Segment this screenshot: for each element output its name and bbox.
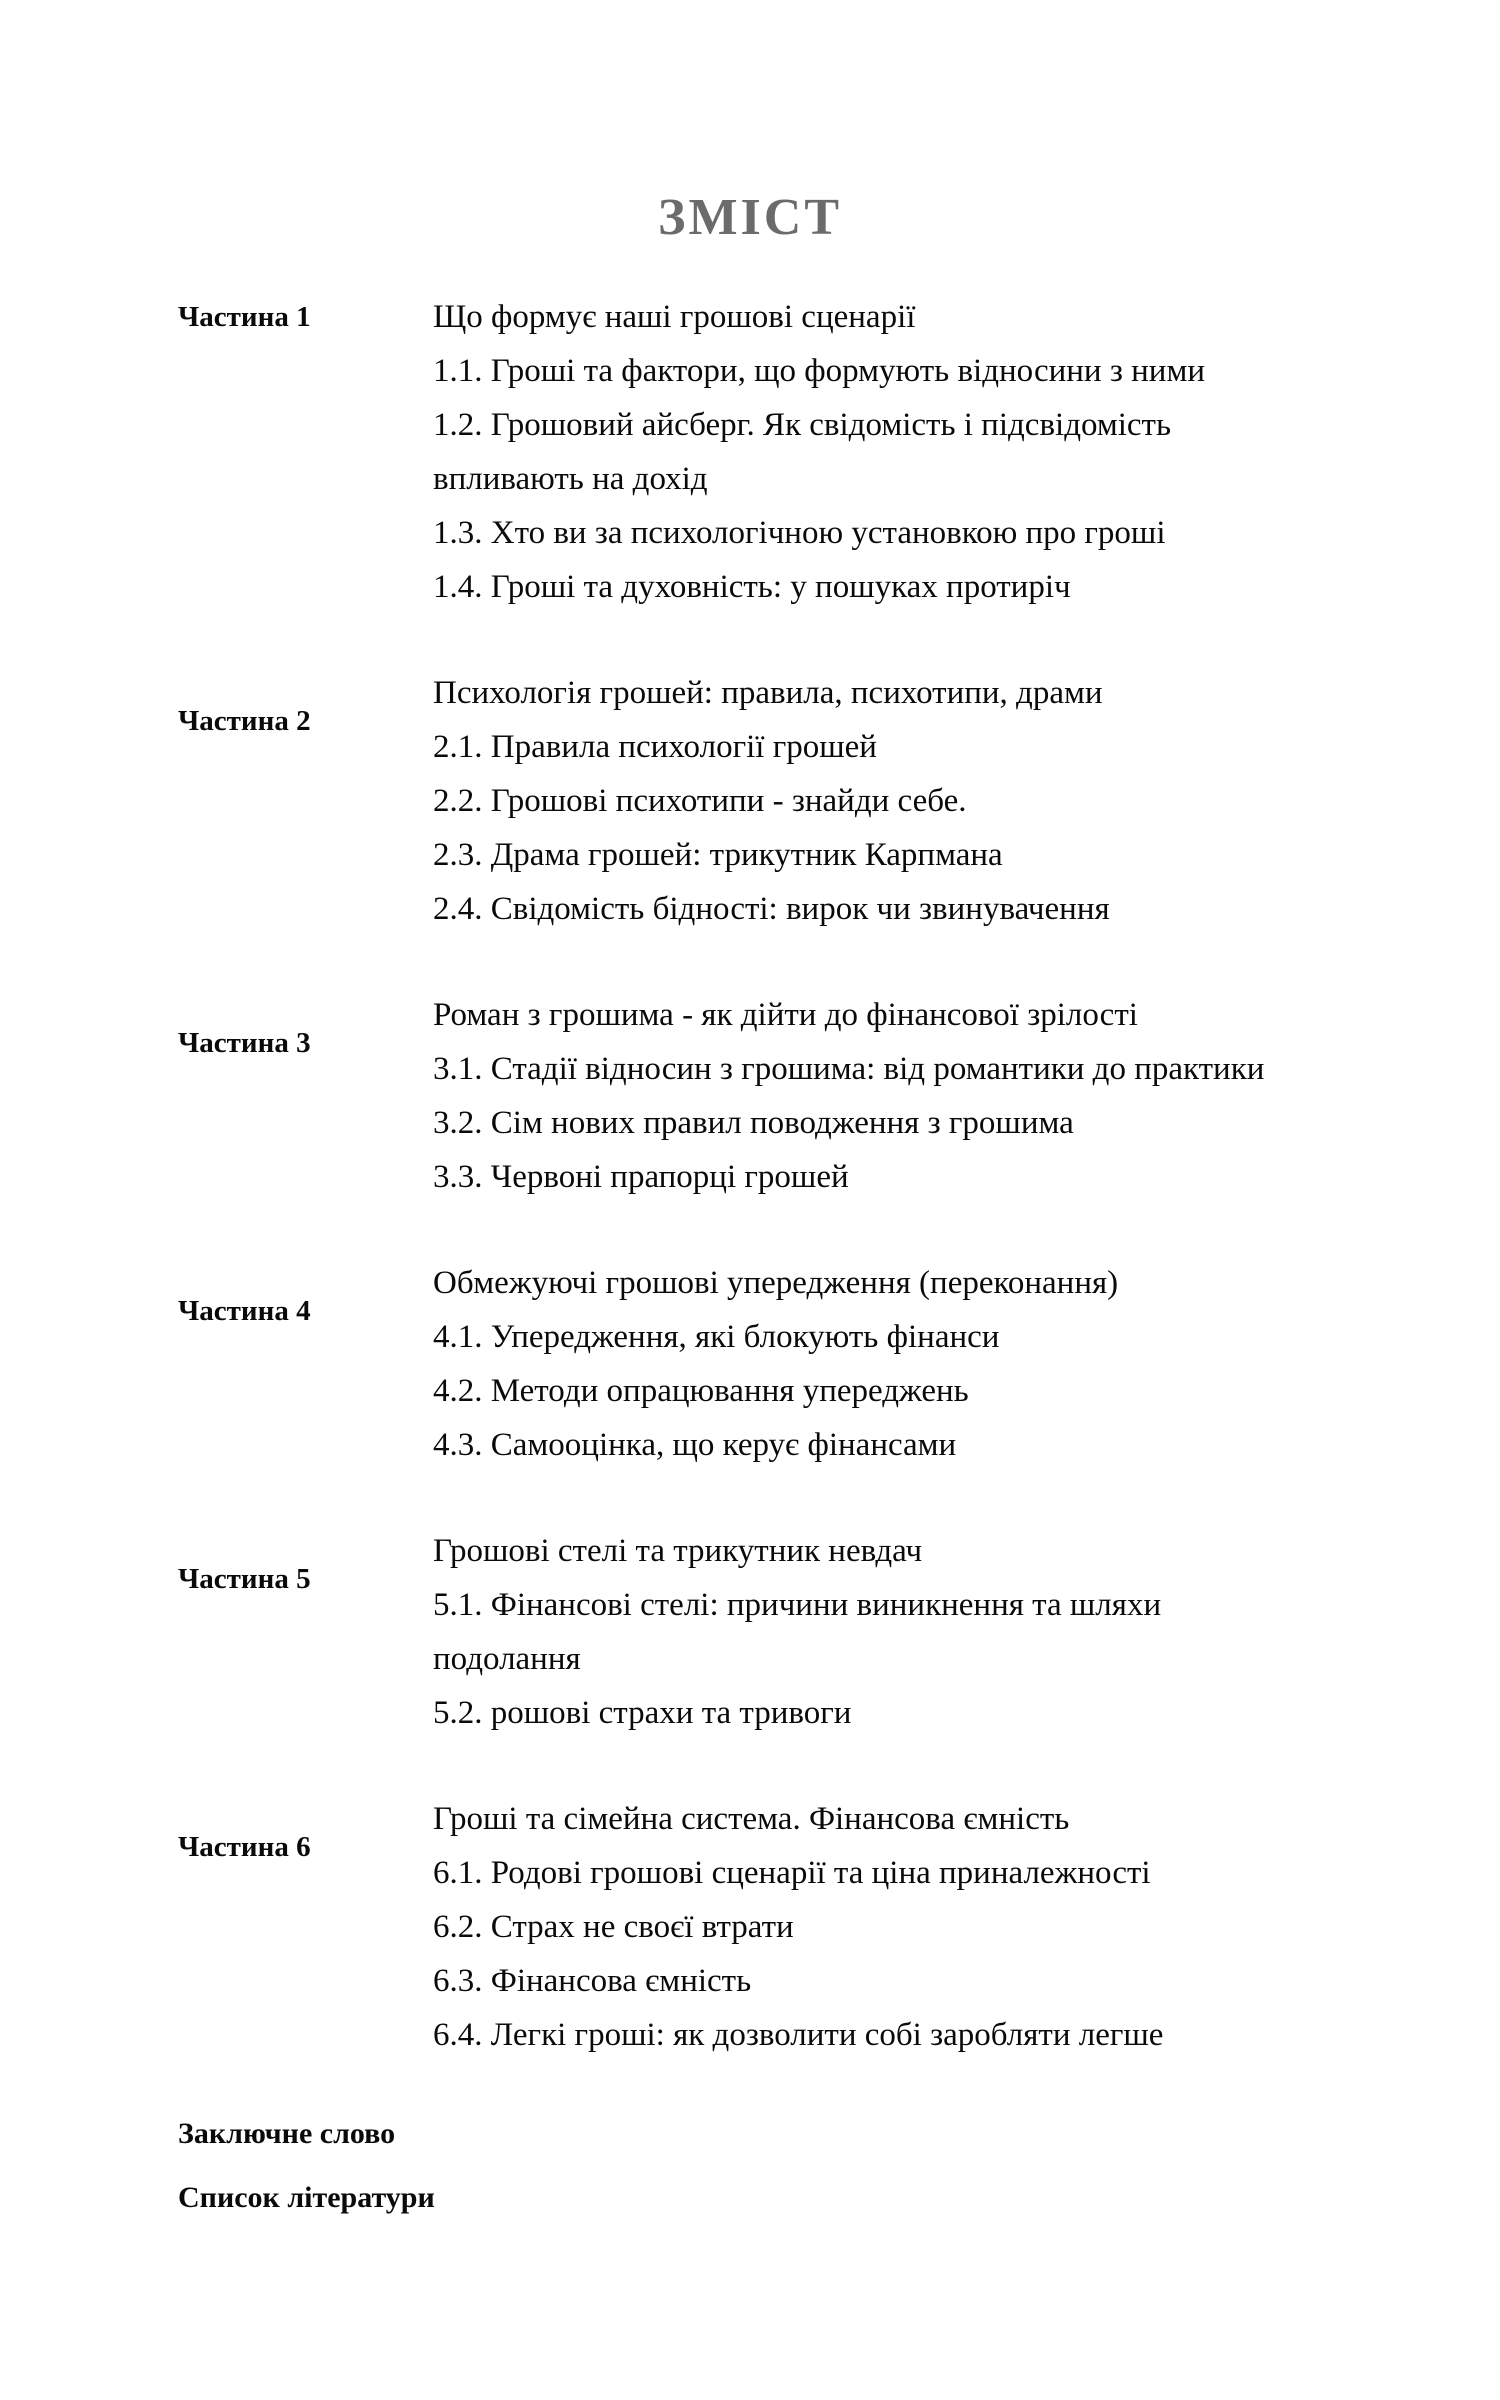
section-content xyxy=(433,988,1264,1204)
section-content xyxy=(433,1524,1161,1740)
toc-line-wrap: подолання xyxy=(433,1641,581,1677)
section-heading: Роман з грошима - як дійти до фінансової зрілості xyxy=(433,997,1138,1033)
toc-line: 2.4. Свідомість бідності: вирок чи звинувачення xyxy=(433,891,1110,927)
toc-section-part-2 xyxy=(178,666,1500,936)
toc-section-part-3 xyxy=(178,988,1500,1204)
toc-section-part-6 xyxy=(178,1792,1500,2062)
section-label: Частина 6 xyxy=(178,1831,311,1863)
toc-line: 4.2. Методи опрацювання упереджень xyxy=(433,1373,969,1409)
toc-line: 4.1. Упередження, які блокують фінанси xyxy=(433,1319,1000,1355)
toc-line-wrap: впливають на дохід xyxy=(433,461,708,497)
toc-line: 6.4. Легкі гроші: як дозволити собі заробляти легше xyxy=(433,2017,1164,2053)
toc-line: 1.4. Гроші та духовність: у пошуках протиріч xyxy=(433,569,1071,605)
section-label: Частина 4 xyxy=(178,1295,311,1327)
toc-line: 1.1. Гроші та фактори, що формують відносини з ними xyxy=(433,353,1205,389)
section-content xyxy=(433,666,1110,936)
closing-word-entry: Заключне слово xyxy=(178,2117,396,2150)
toc-line: 2.2. Грошові психотипи - знайди себе. xyxy=(433,783,967,819)
toc-line: 6.3. Фінансова ємність xyxy=(433,1963,752,1999)
toc-line: 6.1. Родові грошові сценарії та ціна приналежності xyxy=(433,1855,1151,1891)
section-content xyxy=(433,1792,1163,2062)
toc-line: 2.3. Драма грошей: трикутник Карпмана xyxy=(433,837,1003,873)
page-title: ЗМІСТ xyxy=(658,189,842,246)
section-label: Частина 1 xyxy=(178,301,311,333)
section-heading: Психологія грошей: правила, психотипи, драми xyxy=(433,675,1103,711)
section-heading: Грошові стелі та трикутник невдач xyxy=(433,1533,923,1569)
toc-line: 5.1. Фінансові стелі: причини виникнення та шляхи xyxy=(433,1587,1162,1623)
section-label: Частина 3 xyxy=(178,1027,311,1059)
section-content xyxy=(433,290,1205,614)
toc-line: 5.2. рошові страхи та тривоги xyxy=(433,1695,852,1731)
toc-line: 1.3. Хто ви за психологічною установкою про гроші xyxy=(433,515,1166,551)
section-label: Частина 5 xyxy=(178,1563,311,1595)
toc-section-part-1 xyxy=(178,290,1500,614)
toc-line: 2.1. Правила психології грошей xyxy=(433,729,877,765)
toc-line: 3.3. Червоні прапорці грошей xyxy=(433,1159,849,1195)
bibliography-entry: Список літератури xyxy=(178,2181,435,2214)
section-heading: Що формує наші грошові сценарії xyxy=(433,299,916,335)
table-of-contents xyxy=(0,290,1500,2062)
section-label: Частина 2 xyxy=(178,705,311,737)
section-heading: Гроші та сімейна система. Фінансова ємність xyxy=(433,1801,1070,1837)
toc-line: 6.2. Страх не своєї втрати xyxy=(433,1909,794,1945)
toc-line: 3.2. Сім нових правил поводження з грошима xyxy=(433,1105,1074,1141)
toc-section-part-4 xyxy=(178,1256,1500,1472)
section-heading: Обмежуючі грошові упередження (переконання) xyxy=(433,1265,1119,1301)
toc-line: 4.3. Самооцінка, що керує фінансами xyxy=(433,1427,957,1463)
footer xyxy=(0,2114,1500,2218)
toc-line: 3.1. Стадії відносин з грошима: від романтики до практики xyxy=(433,1051,1265,1087)
toc-section-part-5 xyxy=(178,1524,1500,1740)
toc-line: 1.2. Грошовий айсберг. Як свідомість і підсвідомість xyxy=(433,407,1172,443)
section-content xyxy=(433,1256,1118,1472)
